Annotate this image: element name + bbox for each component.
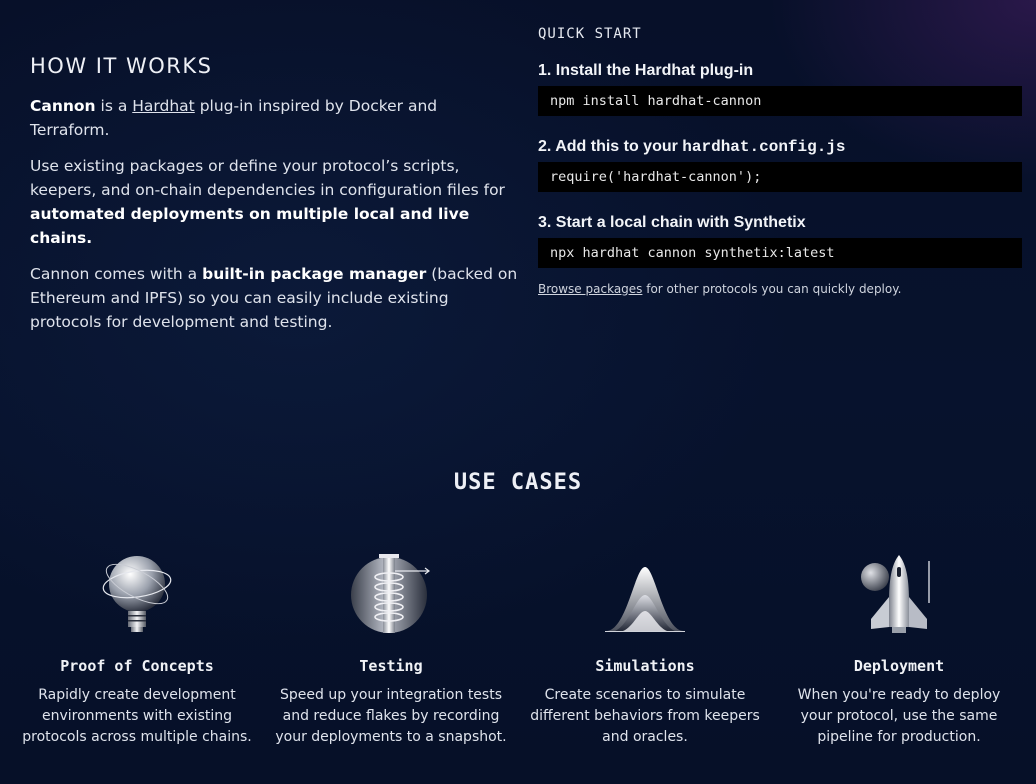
lightbulb-icon — [10, 545, 264, 635]
quick-start-label: QUICK START — [538, 26, 642, 42]
how-it-works-section — [30, 54, 520, 346]
step-config — [538, 138, 1022, 192]
package-manager-text-end: (backed on Ethereum and IPFS) so you can easily include existing protocols for development and testing. — [30, 265, 518, 331]
browse-packages-link[interactable]: Browse packages — [538, 282, 643, 296]
use-case-cards — [10, 545, 1026, 748]
intro-text-end: plug-in inspired by Docker and Terraform. — [30, 97, 438, 139]
use-case-title: Proof of Concepts — [60, 657, 214, 675]
use-case-description: When you're ready to deploy your protocol, use the same pipeline for production. — [797, 687, 1001, 745]
use-case-description: Create scenarios to simulate different behaviors from keepers and oracles. — [530, 687, 760, 745]
use-case-card — [772, 545, 1026, 748]
hardhat-link[interactable]: Hardhat — [132, 97, 195, 115]
step-install — [538, 62, 1022, 116]
bell-curve-icon — [518, 545, 772, 635]
cannon-strong: Cannon — [30, 97, 96, 115]
step-title: 1. Install the Hardhat plug-in — [538, 62, 754, 79]
use-case-card — [518, 545, 772, 748]
use-case-title: Testing — [359, 657, 423, 675]
step-title: 3. Start a local chain with Synthetix — [538, 214, 806, 231]
automated-deployments-strong: automated deployments on multiple local and live chains. — [30, 205, 470, 247]
packages-paragraph — [30, 154, 520, 250]
intro-paragraph — [30, 94, 520, 142]
use-case-description: Speed up your integration tests and reduce flakes by recording your deployments to a snapshot. — [275, 687, 507, 745]
use-case-title: Deployment — [853, 657, 945, 675]
step-title — [538, 138, 1022, 156]
config-filename: hardhat.config.js — [682, 138, 846, 156]
use-case-description: Rapidly create development environments with existing protocols across multiple chains. — [22, 687, 252, 745]
use-cases-heading: USE CASES — [453, 470, 583, 495]
browse-note-text: for other protocols you can quickly deploy. — [642, 282, 902, 296]
package-manager-text: Cannon comes with a — [30, 265, 203, 283]
quick-start-section — [538, 26, 1022, 296]
how-it-works-heading: HOW IT WORKS — [30, 54, 213, 78]
packages-text: Use existing packages or define your protocol’s scripts, keepers, and on-chain dependencies in configuration files for — [30, 157, 505, 199]
intro-text: is a — [95, 97, 133, 115]
code-block[interactable]: npm install hardhat-cannon — [538, 86, 1022, 116]
rocket-icon — [772, 545, 1026, 635]
package-manager-strong: built-in package manager — [202, 265, 427, 283]
code-block[interactable]: npx hardhat cannon synthetix:latest — [538, 238, 1022, 268]
use-case-card — [264, 545, 518, 748]
step-start-chain — [538, 214, 1022, 268]
use-case-card — [10, 545, 264, 748]
code-block[interactable]: require('hardhat-cannon'); — [538, 162, 1022, 192]
spring-test-icon — [264, 545, 518, 635]
step-title-text: 2. Add this to your — [538, 138, 683, 155]
package-manager-paragraph — [30, 262, 520, 334]
use-case-title: Simulations — [595, 657, 695, 675]
browse-note — [538, 282, 1022, 296]
